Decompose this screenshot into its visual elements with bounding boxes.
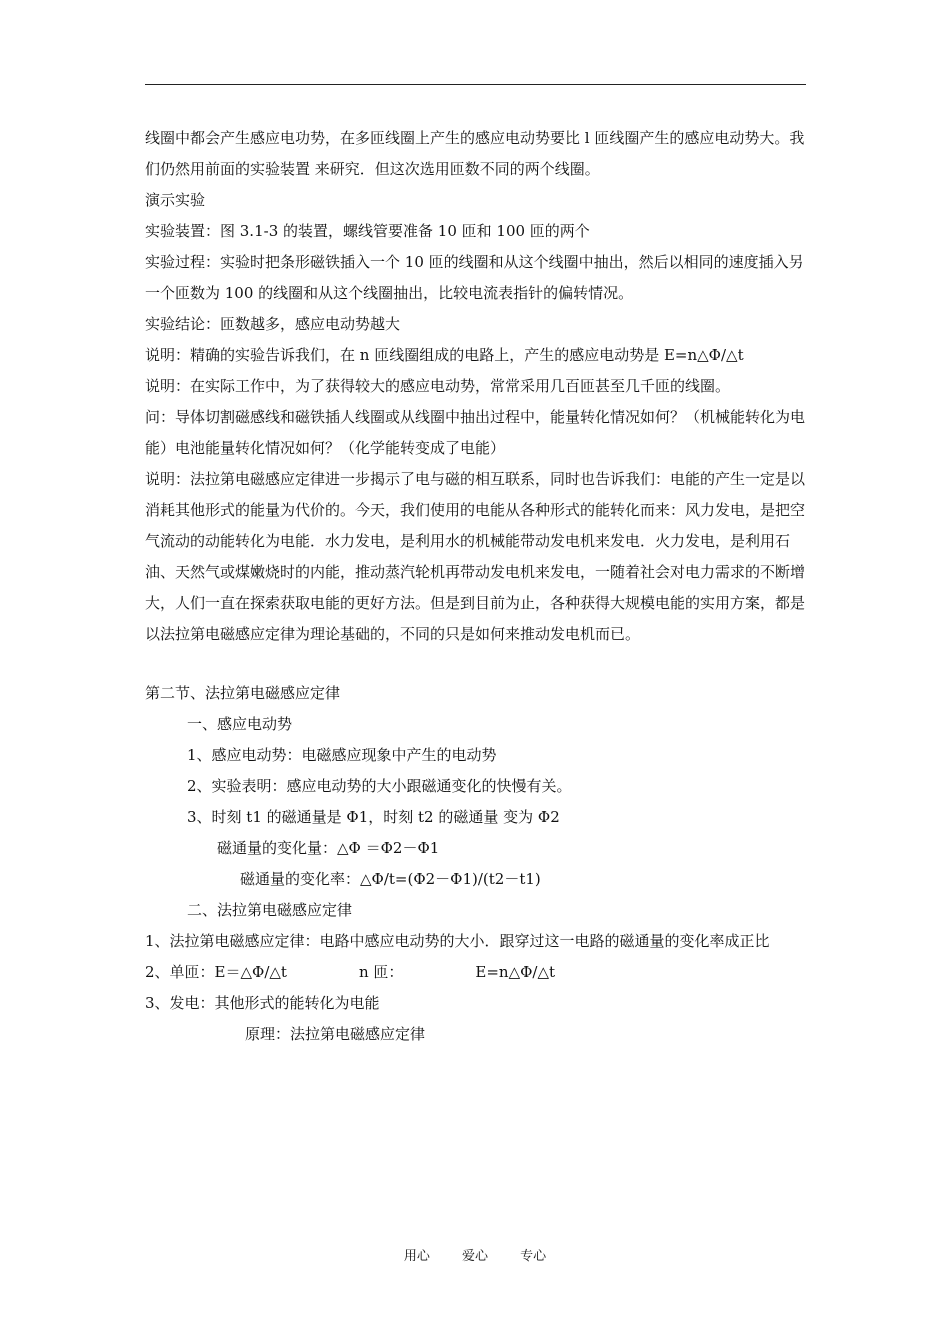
paragraph-intro: 线圈中都会产生感应电功势，在多匝线圈上产生的感应电动势要比 l 匝线圈产生的感应电动势大。我们仍然用前面的实验装置 来研究．但这次选用匝数不同的两个线圈。	[145, 129, 805, 178]
n-turn-label: n 匝：	[358, 963, 404, 981]
experiment-apparatus: 实验装置：图 3.1-3 的装置，螺线管要准备 10 匝和 100 匝的两个	[145, 222, 590, 240]
question-energy: 问：导体切割磁感线和磁铁插人线圈或从线圈中抽出过程中，能量转化情况如何？（机械能转化为电能）电池能量转化情况如何？（化学能转变成了电能）	[145, 408, 806, 457]
spacer	[145, 650, 817, 678]
emf-formulas-row	[145, 957, 817, 988]
subheading-faraday-law: 二、法拉第电磁感应定律	[187, 901, 353, 919]
note-formula: 说明：精确的实验告诉我们，在 n 匝线圈组成的电路上，产生的感应电动势是 E=n△Φ/△t	[145, 346, 744, 364]
header-rule	[145, 84, 806, 85]
section-title: 第二节、法拉第电磁感应定律	[145, 684, 341, 702]
power-generation-principle: 原理：法拉第电磁感应定律	[245, 1025, 426, 1043]
page-footer	[0, 1247, 950, 1267]
experiment-conclusion: 实验结论：匝数越多，感应电动势越大	[145, 315, 401, 333]
document-body	[145, 123, 817, 1050]
list-item-3: 3、时刻 t1 的磁通量是 Φ1，时刻 t2 的磁通量 变为 Φ2	[187, 808, 560, 826]
power-generation: 3、发电：其他形式的能转化为电能	[145, 994, 380, 1012]
note-practice: 说明：在实际工作中，为了获得较大的感应电动势，常常采用几百匝甚至几千匝的线圈。	[145, 377, 731, 395]
footer-word-3: 专心	[520, 1249, 547, 1264]
list-item-1: 1、感应电动势：电磁感应现象中产生的电动势	[187, 746, 497, 764]
list-item-2: 2、实验表明：感应电动势的大小跟磁通变化的快慢有关。	[187, 777, 572, 795]
n-turn-formula: E=n△Φ/△t	[475, 963, 556, 981]
footer-word-2: 爱心	[461, 1249, 488, 1264]
flux-change-formula: 磁通量的变化量：△Φ ＝Φ2－Φ1	[217, 839, 440, 857]
experiment-process: 实验过程：实验时把条形磁铁插入一个 10 匝的线圈和从这个线圈中抽出，然后以相同的速度插入另一个匝数为 100 的线圈和从这个线圈抽出，比较电流表指针的偏转情况。	[145, 253, 804, 302]
law-statement: 1、法拉第电磁感应定律：电路中感应电动势的大小．跟穿过这一电路的磁通量的变化率成正比	[145, 932, 770, 950]
demo-heading: 演示实验	[145, 191, 206, 209]
single-turn-formula: 2、单匝：E＝△Φ/△t	[145, 963, 287, 981]
flux-rate-formula: 磁通量的变化率：△Φ/t=(Φ2－Φ1)/(t2－t1)	[240, 870, 541, 888]
subheading-induced-emf: 一、感应电动势	[187, 715, 293, 733]
footer-word-1: 用心	[403, 1249, 430, 1264]
note-energy-conversion: 说明：法拉第电磁感应定律进一步揭示了电与磁的相互联系，同时也告诉我们：电能的产生一定是以消耗其他形式的能量为代价的。今天，我们使用的电能从各种形式的能转化而来：风力发电，是把空气流动的动能转化为电能．水力发电，是利用水的机械能带动发电机来发电．火力发电，是利用石油、天然气或煤嫩烧时的内能，推动蒸汽轮机再带动发电机来发电，一随着社会对电力需求的不断增大，人们一直在探索获取电能的更好方法。但是到目前为止，各种获得大规模电能的实用方案，都是以法拉第电磁感应定律为理论基础的，不同的只是如何来推动发电机而已。	[145, 470, 806, 643]
